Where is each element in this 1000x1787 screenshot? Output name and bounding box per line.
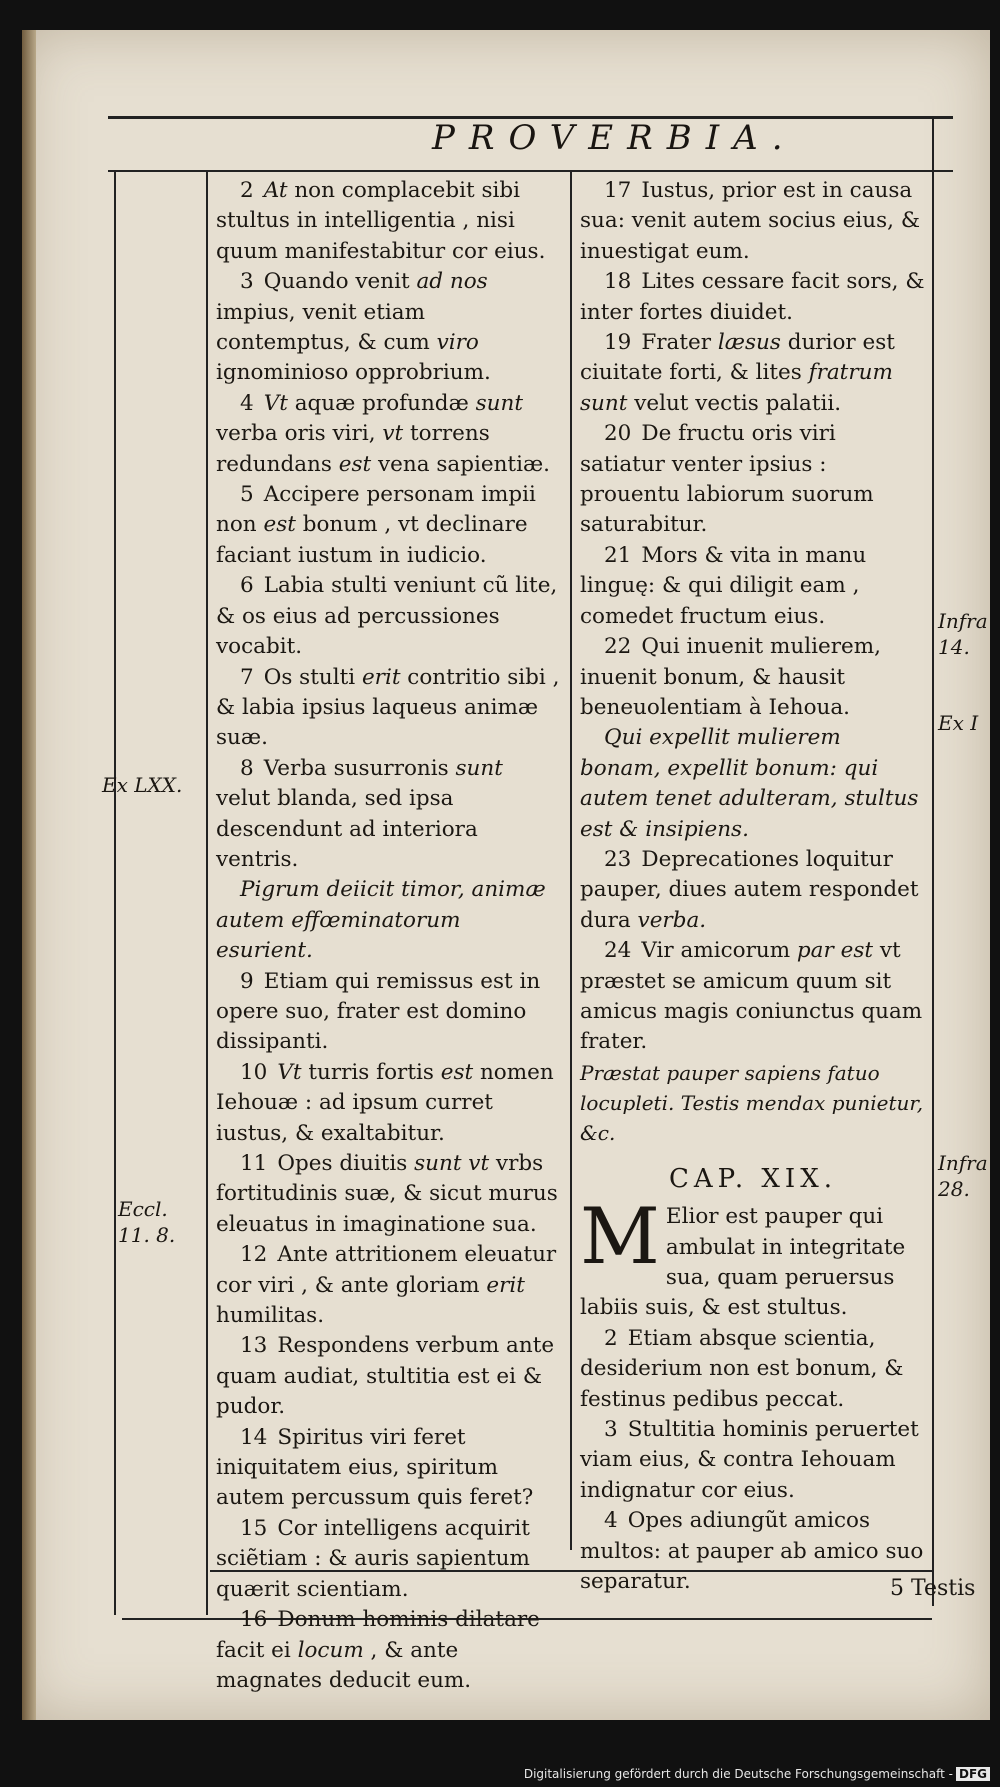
verse-number: 17 — [604, 178, 632, 203]
verse-text: Iustus, prior est in causa sua: venit autem socius eius, & inuestigat eum. — [580, 178, 920, 264]
verse-number: 13 — [240, 1333, 268, 1359]
book-page — [22, 30, 990, 1720]
verse-number: 16 — [240, 1607, 268, 1633]
italic-text: sunt — [475, 390, 523, 416]
verse-number: 21 — [604, 542, 632, 568]
italic-text: fratrum sunt — [580, 360, 893, 416]
verse — [216, 1423, 562, 1514]
credit-text: Digitalisierung gefördert durch die Deutsche Forschungsgemeinschaft - — [523, 1767, 953, 1781]
verse-text: De fructu oris viri satiatur venter ipsius : prouentu labiorum suorum saturabitur. — [580, 421, 874, 538]
verse — [580, 845, 926, 936]
column-top-rule — [108, 170, 953, 172]
italic-text: est — [338, 451, 372, 477]
digitization-credit — [524, 1767, 990, 1781]
verse — [216, 1149, 562, 1240]
verse-text: Deprecationes loquitur pauper, diues autem respondet dura — [580, 846, 919, 933]
verse-number: 10 — [240, 1059, 268, 1085]
right-verses — [580, 176, 926, 1058]
verse-text: Quando venit — [263, 269, 417, 295]
verse — [580, 936, 926, 1058]
italic-text: locum — [297, 1637, 364, 1663]
verse-text: Lites cessare facit sors, & inter fortes diuidet. — [580, 269, 925, 325]
verse — [216, 1331, 562, 1422]
verse-text: verba oris viri, — [216, 421, 383, 447]
verse-text: durior est ciuitate forti, & lites — [580, 330, 895, 386]
verse-text: vt præstet se amicum quum sit amicus magis coniunctus quam frater. — [580, 938, 923, 1055]
verse-text: vrbs fortitudinis suæ, & sicut murus eleuatus in imaginatione sua. — [216, 1151, 558, 1237]
margin-note-left-2: Eccl. 11. 8. — [118, 1197, 176, 1247]
verse-number: 14 — [240, 1424, 268, 1450]
verse — [216, 754, 562, 876]
verse-number: 3 — [604, 1417, 618, 1443]
verse — [580, 176, 926, 267]
verse-number: 20 — [604, 421, 632, 447]
italic-text: sunt — [455, 755, 503, 781]
left-column-rule — [206, 170, 208, 1615]
italic-text: ad nos — [416, 269, 488, 295]
verse-text: Verba susurronis — [263, 755, 456, 781]
verse-text: Labia stulti veniunt cũ lite, & os eius ad percussiones vocabit. — [216, 573, 558, 660]
verse-text: aquæ profundæ — [287, 390, 476, 416]
italic-text: At — [263, 178, 288, 203]
verse — [216, 1240, 562, 1331]
verse-text: non complacebit sibi stultus in intelligentia , nisi quum manifestabitur cor eius. — [216, 178, 546, 264]
dfg-logo: DFG — [956, 1767, 990, 1781]
verse-text: Donum hominis dilatare facit ei — [216, 1607, 540, 1663]
verse — [580, 419, 926, 541]
italic-text: Vt — [277, 1059, 302, 1085]
italic-text: sunt vt — [414, 1151, 490, 1176]
chapter-verses — [580, 1192, 926, 1597]
chapter-heading: CAP. XIX. — [669, 1163, 837, 1194]
verse — [216, 967, 562, 1058]
verse — [216, 389, 562, 480]
verse-text: bonum , vt declinare faciant iustum in iudicio. — [216, 512, 528, 568]
gloss-text: Qui expellit mulierem bonam, expellit bonum: qui autem tenet adulteram, stultus est & insipiens. — [580, 725, 919, 842]
italic-text: est — [440, 1059, 474, 1085]
verse-text: Cor intelligens acquirit sciẽtiam : & auris sapientum quærit scientiam. — [216, 1515, 530, 1602]
drop-cap: M — [580, 1192, 660, 1283]
verse-text: Os stulti — [263, 664, 362, 690]
verse-text: Qui inuenit mulierem, inuenit bonum, & hausit beneuolentiam à Iehoua. — [580, 634, 881, 720]
verse — [580, 632, 926, 723]
italic-gloss — [580, 723, 926, 845]
verse-number: 2 — [240, 178, 254, 203]
verse-number: 5 — [240, 482, 254, 508]
verse-text: nomen Iehouæ : ad ipsum curret iustus, & exaltabitur. — [216, 1059, 554, 1146]
verse — [216, 663, 562, 754]
verse-text: Frater — [641, 330, 718, 356]
right-column-rule — [932, 116, 934, 1606]
margin-note-right-3: Infra 28. — [938, 1151, 988, 1201]
verse-text: contritio sibi , & labia ipsius laqueus animæ suæ. — [216, 664, 560, 751]
verse-text: , & ante magnates deducit eum. — [216, 1637, 472, 1693]
verse — [216, 1514, 562, 1605]
verse-text: Elior est pauper qui ambulat in integritate sua, quam peruersus labiis suis, & est stultus. — [580, 1204, 906, 1321]
right-text-column — [580, 176, 926, 1597]
verse — [580, 1415, 926, 1506]
book-spine — [22, 30, 36, 1720]
left-text-column — [216, 176, 562, 1696]
italic-text: erit — [361, 664, 401, 690]
italic-text: læsus — [717, 330, 781, 356]
left-margin-rule — [114, 170, 116, 1615]
verse-text: Respondens verbum ante quam audiat, stultitia est ei & pudor. — [216, 1333, 555, 1420]
catchword: 5 Testis — [890, 1576, 976, 1601]
verse — [216, 176, 562, 267]
verse-number: 12 — [240, 1242, 268, 1268]
verse-text: velut blanda, sed ipsa descendunt ad interiora ventris. — [216, 786, 478, 872]
verse-text: Vir amicorum — [641, 938, 797, 964]
verse — [580, 267, 926, 328]
verse-text: Etiam qui remissus est in opere suo, frater est domino dissipanti. — [216, 968, 541, 1055]
verse-text: Etiam absque scientia, desiderium non est bonum, & festinus pedibus peccat. — [580, 1325, 904, 1412]
verse-text: Opes diuitis — [277, 1151, 415, 1176]
verse-number: 22 — [604, 634, 632, 660]
verse — [216, 480, 562, 571]
italic-text: erit — [486, 1272, 525, 1298]
verse — [580, 328, 926, 419]
verse-number: 2 — [604, 1325, 618, 1351]
verse — [216, 1058, 562, 1149]
italic-text: verba. — [637, 907, 707, 933]
verse — [216, 267, 562, 389]
verse-number: 11 — [240, 1151, 268, 1176]
verse-text: turris fortis — [301, 1059, 441, 1085]
verse-text: Ante attritionem eleuatur cor viri , & ante gloriam — [216, 1242, 557, 1298]
verse-text: Mors & vita in manu linguę: & qui diligit eam , comedet fructum eius. — [580, 542, 867, 629]
verse-text: humilitas. — [216, 1303, 325, 1329]
verse — [216, 1605, 562, 1696]
verse-number: 8 — [240, 755, 254, 781]
italic-text: Vt — [263, 390, 288, 416]
italic-gloss — [216, 875, 562, 966]
verse — [580, 541, 926, 632]
verse-number: 7 — [240, 664, 254, 690]
verse-number: 4 — [604, 1508, 618, 1534]
margin-note-right-1: Infra 14. — [938, 609, 988, 659]
verse-text: Opes adiungũt amicos multos: at pauper ab amico suo separatur. — [580, 1508, 924, 1595]
page-title: PROVERBIA. — [432, 118, 797, 158]
verse-number: 23 — [604, 846, 632, 872]
italic-text: par est — [796, 938, 874, 964]
verse-number: 18 — [604, 269, 632, 295]
verse-text: ignominioso opprobrium. — [216, 360, 491, 386]
italic-text: est — [263, 512, 296, 538]
italic-text: vt — [382, 421, 404, 447]
margin-note-right-2: Ex I — [938, 711, 979, 735]
column-divider-rule — [570, 170, 572, 1550]
verse-number: 19 — [604, 330, 632, 356]
verse-text: impius, venit etiam contemptus, & cum — [216, 299, 437, 356]
verse-text: torrens redundans — [216, 421, 490, 477]
verse-text: Spiritus viri feret iniquitatem eius, spiritum autem percussum quis feret? — [216, 1424, 534, 1511]
verse-number: 3 — [240, 269, 254, 295]
verse-number: 4 — [240, 390, 254, 416]
italic-text: viro — [436, 330, 479, 356]
verse-number: 24 — [604, 938, 632, 964]
verse-text: vena sapientiæ. — [371, 451, 550, 477]
verse — [580, 1324, 926, 1415]
verse-number: 6 — [240, 573, 254, 599]
chapter-summary: Præstat pauper sapiens fatuo locupleti. Testis mendax punietur, &c. — [580, 1060, 924, 1145]
verse — [580, 1506, 926, 1597]
verse-number: 15 — [240, 1515, 268, 1541]
verse-text: Stultitia hominis peruertet viam eius, & contra Iehouam indignatur cor eius. — [580, 1417, 919, 1503]
gloss-text: Pigrum deiicit timor, animæ autem effœminatorum esurient. — [216, 877, 546, 964]
verse — [580, 1192, 926, 1324]
verse-text: Accipere personam impii non — [216, 482, 536, 538]
verse — [216, 571, 562, 662]
margin-note-left-1: Ex LXX. — [102, 773, 183, 797]
verse-text: velut vectis palatii. — [627, 390, 842, 416]
verse-number: 9 — [240, 968, 254, 994]
